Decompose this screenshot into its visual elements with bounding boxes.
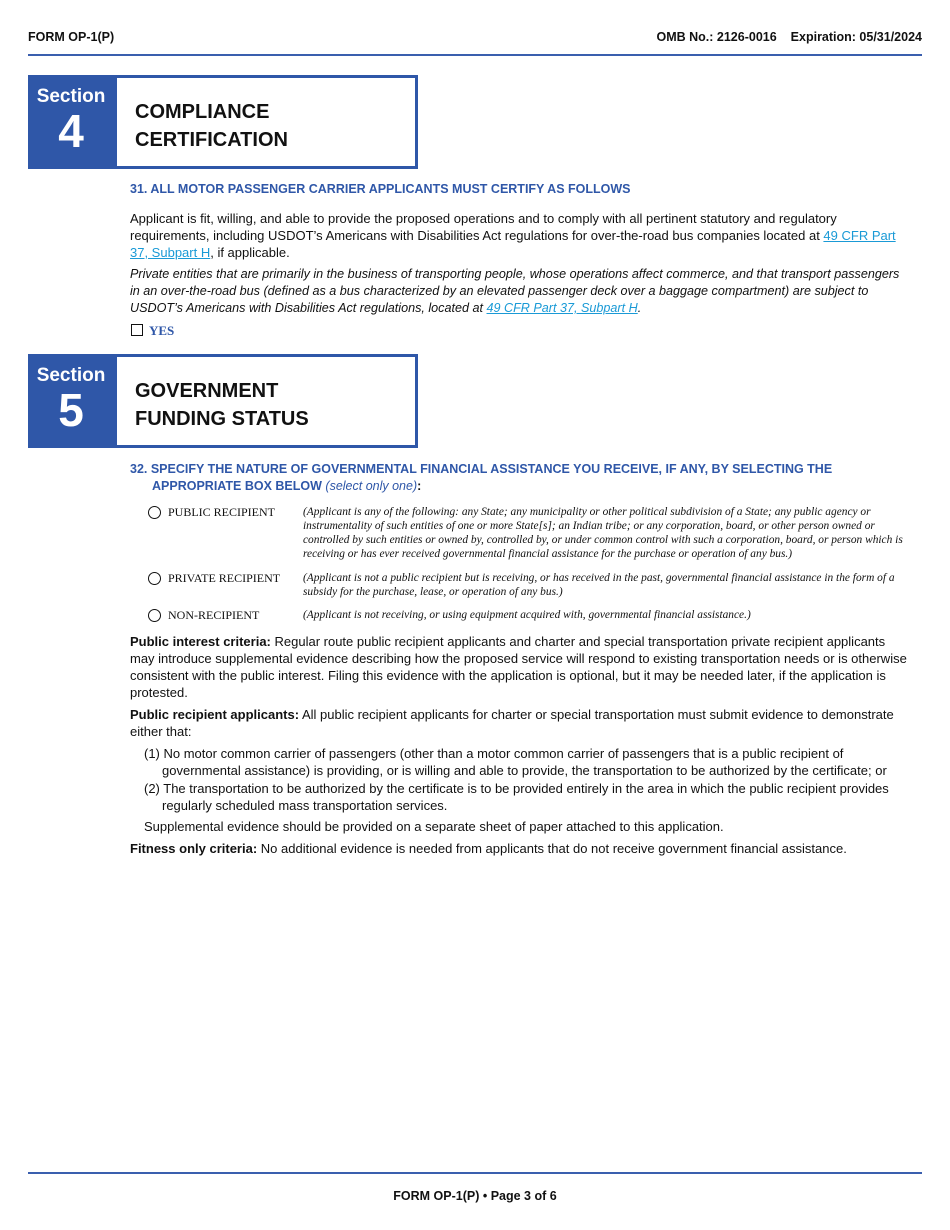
cfr-link[interactable]: 49 CFR Part 37, Subpart H bbox=[130, 228, 896, 260]
radio-button[interactable] bbox=[148, 609, 161, 622]
radio-button[interactable] bbox=[148, 506, 161, 519]
section-5-tab bbox=[28, 354, 114, 448]
fitness-only-criteria bbox=[130, 840, 910, 857]
list-item: (1) No motor common carrier of passengers (other than a motor common carrier of passengers that is a public recipient of governmental assistance) is providing, or is willing and able to provide, the transportation to be authorized by the certificate; or bbox=[144, 746, 887, 778]
section-4-tab bbox=[28, 75, 114, 169]
section-number: 5 bbox=[58, 384, 84, 436]
question-31-heading: 31. ALL MOTOR PASSENGER CARRIER APPLICANTS MUST CERTIFY AS FOLLOWS bbox=[130, 182, 631, 196]
form-id: FORM OP-1(P) bbox=[28, 30, 115, 44]
para-text: , if applicable. bbox=[210, 245, 290, 260]
heading-line bbox=[130, 478, 920, 495]
option-label: NON-RECIPIENT bbox=[168, 608, 260, 622]
heading-colon: : bbox=[417, 479, 422, 493]
section-number: 4 bbox=[58, 105, 84, 157]
yes-checkbox[interactable] bbox=[131, 323, 174, 339]
criteria-text: No additional evidence is needed from applicants that do not receive government financial assistance. bbox=[257, 841, 847, 856]
section-4-title-box bbox=[114, 75, 418, 169]
omb-number: OMB No.: 2126-0016 bbox=[656, 30, 777, 44]
section-5-banner bbox=[28, 354, 418, 448]
section-title-line: GOVERNMENT bbox=[135, 380, 279, 402]
option-description: (Applicant is not a public recipient but is receiving, or has received in the past, governmental financial assistance in the form of a subsidy for the purchase, lease, or operation of any bus.) bbox=[303, 572, 895, 598]
criteria-text: Regular route public recipient applicants and charter and special transportation private recipient applicants may introduce supplemental evidence describing how the proposed service will respond to existing transportation needs or is otherwise consistent with the public interest. Filing this evidence with the application is optional, but it may be needed later, if the application is protested. bbox=[130, 634, 907, 700]
option-label: PUBLIC RECIPIENT bbox=[168, 505, 276, 519]
page-footer: FORM OP-1(P) • Page 3 of 6 bbox=[393, 1189, 557, 1203]
footer-rule bbox=[28, 1172, 922, 1174]
question-32-heading bbox=[130, 461, 920, 495]
option-label: PRIVATE RECIPIENT bbox=[168, 571, 281, 585]
criteria-label: Fitness only criteria: bbox=[130, 841, 258, 856]
expiration-date: Expiration: 05/31/2024 bbox=[790, 30, 922, 44]
section-4-banner bbox=[28, 75, 418, 169]
section-4-title bbox=[135, 98, 405, 154]
para-text: . bbox=[637, 301, 642, 315]
supplemental-note: Supplemental evidence should be provided on a separate sheet of paper attached to this application. bbox=[144, 819, 724, 834]
section-title-line: FUNDING STATUS bbox=[135, 408, 309, 430]
criteria-label: Public interest criteria: bbox=[130, 634, 271, 649]
header-rule bbox=[28, 54, 922, 56]
list-item: (2) The transportation to be authorized by the certificate is to be provided entirely in the area in which the public recipient provides regularly scheduled mass transportation services. bbox=[144, 781, 889, 813]
section-word: Section bbox=[36, 365, 106, 386]
para-text: Applicant is fit, willing, and able to provide the proposed operations and to comply with all pertinent statutory and regulatory requirements, including USDOT’s Americans with Disabilities Act regulations for over-the-road bus companies located at bbox=[130, 211, 837, 243]
section-title-line: COMPLIANCE bbox=[135, 101, 270, 123]
radio-button[interactable] bbox=[148, 572, 161, 585]
section-title-line: CERTIFICATION bbox=[135, 129, 288, 151]
q31-paragraph-1 bbox=[130, 210, 910, 261]
heading-note: (select only one) bbox=[325, 479, 418, 493]
section-5-title-box bbox=[114, 354, 418, 448]
para-text: Private entities that are primarily in the business of transporting people, whose operations affect commerce, and that transport passengers in an over-the-road bus (defined as a bus characterized by an elevated passenger deck over a baggage compartment) are subject to USDOT’s Americans with Disabilities Act regulations, located at bbox=[130, 267, 900, 315]
cfr-link[interactable]: 49 CFR Part 37, Subpart H bbox=[486, 301, 638, 315]
criteria-text: All public recipient applicants for charter or special transportation must submit evidence to demonstrate either that: bbox=[130, 707, 894, 739]
section-word: Section bbox=[36, 86, 106, 107]
option-description: (Applicant is not receiving, or using equipment acquired with, governmental financial assistance.) bbox=[303, 609, 751, 621]
checkbox-square[interactable] bbox=[131, 324, 143, 336]
checkbox-label: YES bbox=[149, 323, 175, 338]
section-5-title bbox=[135, 377, 405, 433]
evidence-list bbox=[144, 745, 914, 815]
heading-line: 32. SPECIFY THE NATURE OF GOVERNMENTAL FINANCIAL ASSISTANCE YOU RECEIVE, IF ANY, BY SELECTING THE bbox=[130, 462, 833, 476]
option-description: (Applicant is any of the following: any State; any municipality or other political subdivision of a State; any public agency or instrumentality of such entities of one or more State[s]; an Indian tribe; or any corporation, board, or other person owned or controlled by such entities or owned by, controlled by, or under common control with such a corporation, board, or person which is receiving or has ever received governmental financial assistance for the purchase or operation of any bus.) bbox=[303, 506, 903, 560]
criteria-label: Public recipient applicants: bbox=[130, 707, 300, 722]
public-recipient-applicants bbox=[130, 706, 910, 740]
omb-info bbox=[642, 30, 922, 44]
public-interest-criteria bbox=[130, 633, 910, 701]
q31-paragraph-2 bbox=[130, 266, 910, 317]
heading-text: APPROPRIATE BOX BELOW bbox=[152, 479, 322, 493]
